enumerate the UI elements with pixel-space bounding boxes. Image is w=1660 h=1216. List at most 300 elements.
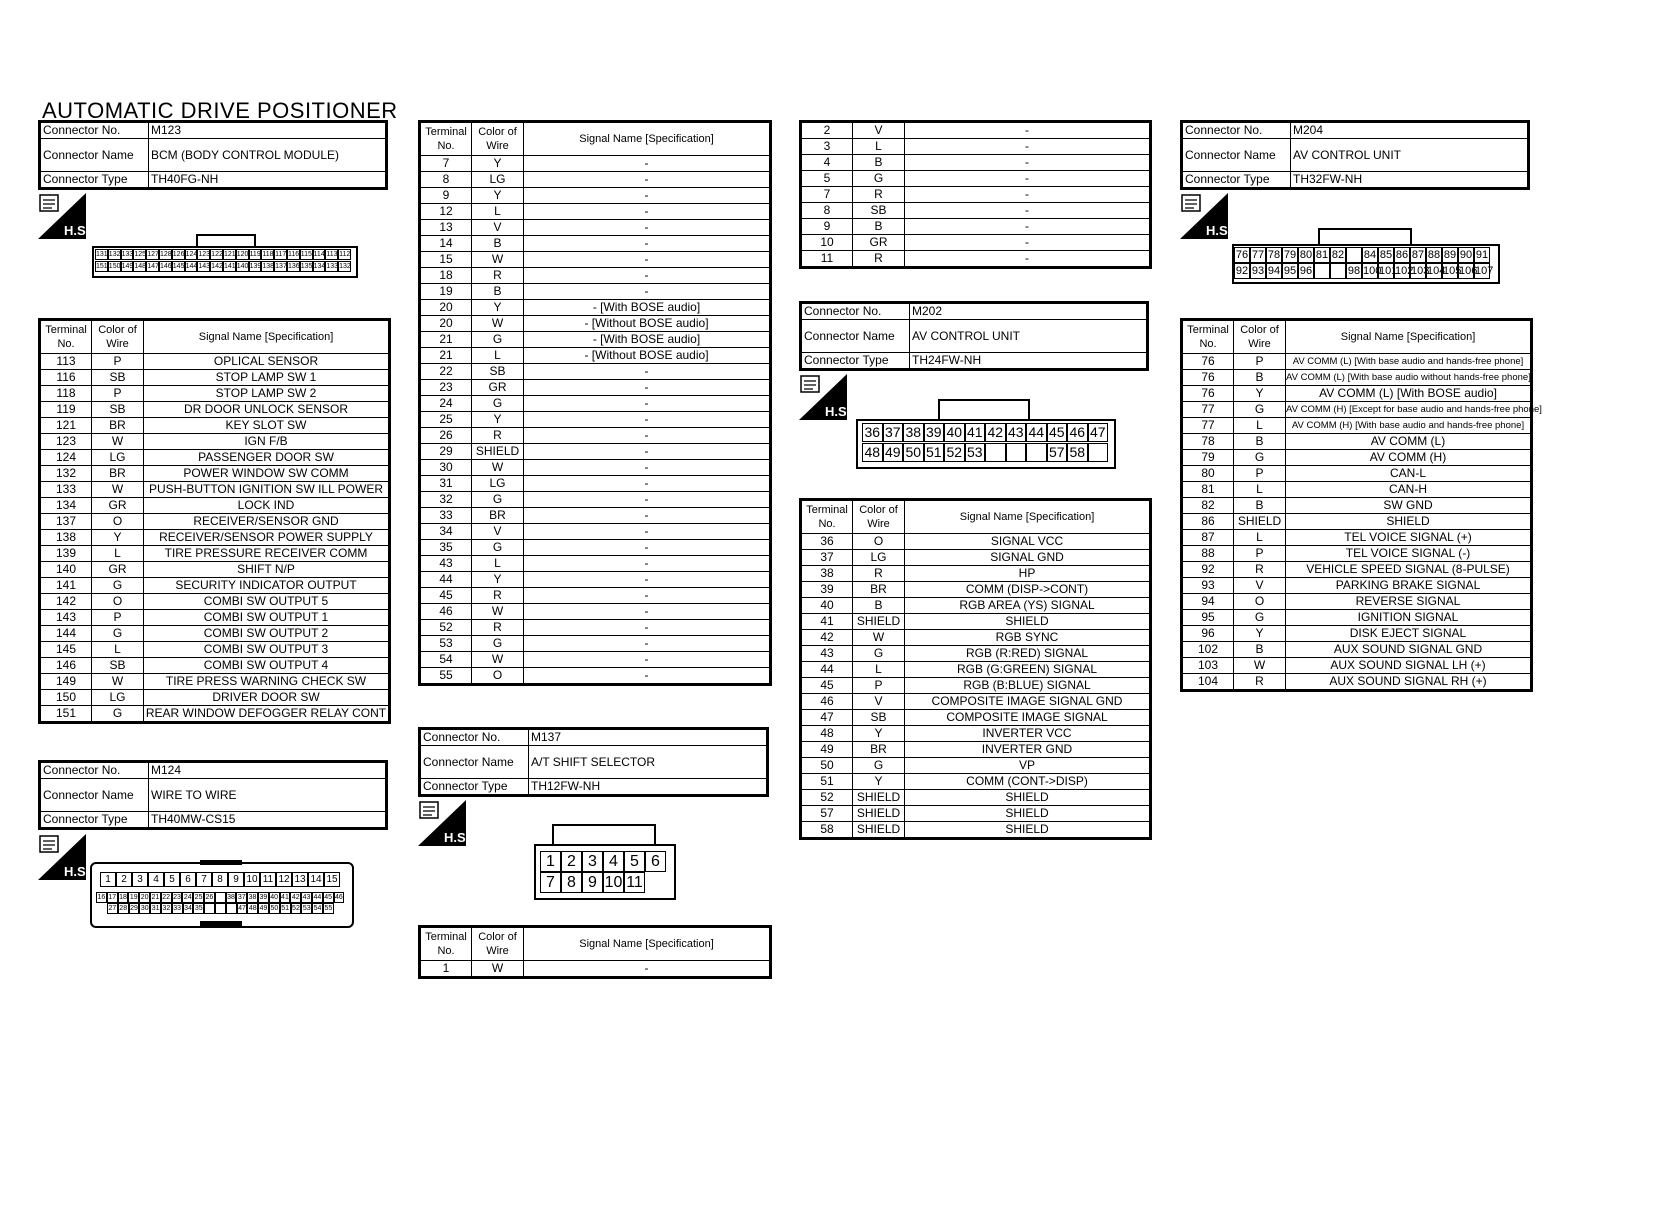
signal-name-cell: - xyxy=(524,961,771,978)
signal-name-cell: STOP LAMP SW 2 xyxy=(144,386,390,402)
connector-pin: 3 xyxy=(582,851,603,872)
wire-color-cell: GR xyxy=(92,498,144,514)
terminal-cell: 95 xyxy=(1182,610,1234,626)
connector-pin: 10 xyxy=(244,872,260,887)
terminal-cell: 48 xyxy=(801,726,853,742)
connector-pin: 103 xyxy=(1411,265,1430,277)
connector-pin: 95 xyxy=(1283,265,1297,277)
wire-color-cell: R xyxy=(853,251,905,268)
hs-badge-m123 xyxy=(38,193,90,239)
hs-label: H.S. xyxy=(64,223,90,238)
table-row xyxy=(420,348,771,364)
connector-pin: 42 xyxy=(291,894,300,901)
signal-name-cell: SHIFT N/P xyxy=(144,562,390,578)
connector-pin: 47 xyxy=(238,905,246,912)
connector-pin: 6 xyxy=(180,872,196,887)
table-row xyxy=(420,396,771,412)
connector-pin: 7 xyxy=(196,872,212,887)
table-row xyxy=(420,668,771,685)
terminal-table-m137-cont xyxy=(799,120,1152,269)
terminal-cell: 76 xyxy=(1182,386,1234,402)
connector-pin: 41 xyxy=(281,894,289,901)
terminal-cell: 113 xyxy=(40,354,92,370)
table-row xyxy=(1182,450,1532,466)
connector-pin: 51 xyxy=(281,905,290,912)
wire-color-cell: B xyxy=(472,284,524,300)
signal-name-cell: TIRE PRESSURE RECEIVER COMM xyxy=(144,546,390,562)
wire-color-cell: SHIELD xyxy=(853,614,905,630)
connector-pin: 105 xyxy=(1443,265,1462,277)
connector-pin: 5 xyxy=(164,872,180,887)
table-row xyxy=(420,332,771,348)
conn-no-value: M123 xyxy=(149,122,387,139)
hs-badge-m202 xyxy=(799,374,851,420)
connector-pin: 8 xyxy=(212,872,228,887)
terminal-cell: 42 xyxy=(801,630,853,646)
signal-name-cell: - [Without BOSE audio] xyxy=(524,348,771,364)
table-row xyxy=(801,646,1151,662)
connector-pin: 89 xyxy=(1443,249,1457,261)
terminal-cell: 7 xyxy=(801,187,853,203)
connector-pin: 96 xyxy=(1299,265,1313,277)
terminal-cell: 5 xyxy=(801,171,853,187)
connector-pin: 79 xyxy=(1283,249,1297,261)
terminal-cell: 146 xyxy=(40,658,92,674)
signal-name-cell: - xyxy=(524,540,771,556)
table-row xyxy=(40,434,390,450)
terminal-cell: 143 xyxy=(40,610,92,626)
table-row xyxy=(420,492,771,508)
table-row xyxy=(420,284,771,300)
signal-name-cell: SIGNAL VCC xyxy=(905,534,1151,550)
signal-name-cell: COMPOSITE IMAGE SIGNAL xyxy=(905,710,1151,726)
terminal-cell: 43 xyxy=(801,646,853,662)
signal-name-cell: - xyxy=(524,268,771,284)
signal-name-cell: - xyxy=(524,604,771,620)
table-row xyxy=(801,710,1151,726)
conn-type-value: TH32FW-NH xyxy=(1291,172,1529,189)
wire-color-cell: Y xyxy=(472,300,524,316)
connector-pin: 112 xyxy=(339,251,351,258)
terminal-cell: 44 xyxy=(420,572,472,588)
conn-type-label: Connector Type xyxy=(40,812,149,829)
signal-name-cell: OPLICAL SENSOR xyxy=(144,354,390,370)
wire-color-cell: SB xyxy=(92,402,144,418)
signal-name-cell: LOCK IND xyxy=(144,498,390,514)
terminal-cell: 151 xyxy=(40,706,92,723)
connector-key xyxy=(200,860,242,865)
signal-name-cell: TIRE PRESS WARNING CHECK SW xyxy=(144,674,390,690)
table-row xyxy=(420,540,771,556)
table-row xyxy=(801,742,1151,758)
table-row xyxy=(1182,658,1532,674)
signal-name-cell: AV COMM (H) [With base audio and hands-free phone] xyxy=(1286,418,1532,434)
signal-name-cell: SHIELD xyxy=(905,790,1151,806)
connector-pin: 13 xyxy=(292,872,308,887)
signal-name-cell: - xyxy=(524,364,771,380)
connector-pin: 132 xyxy=(108,251,121,258)
table-row xyxy=(40,418,390,434)
terminal-cell: 51 xyxy=(801,774,853,790)
header-color: Color of Wire xyxy=(472,927,524,961)
table-row xyxy=(40,450,390,466)
terminal-cell: 44 xyxy=(801,662,853,678)
connector-pin: 38 xyxy=(248,894,257,901)
signal-name-cell: RECEIVER/SENSOR GND xyxy=(144,514,390,530)
connector-pin xyxy=(204,903,215,914)
connector-pin: 27 xyxy=(108,905,117,912)
terminal-cell: 52 xyxy=(420,620,472,636)
signal-name-cell: - xyxy=(524,460,771,476)
table-row xyxy=(40,674,390,690)
table-row xyxy=(801,171,1151,187)
terminal-table-m137 xyxy=(418,925,772,979)
wire-color-cell: L xyxy=(472,348,524,364)
signal-name-cell: CAN-L xyxy=(1286,466,1532,482)
connector-pin: 9 xyxy=(582,872,603,893)
wire-color-cell: L xyxy=(853,139,905,155)
connector-pin: 137 xyxy=(275,263,287,270)
connector-pin: 52 xyxy=(292,905,300,912)
connector-pin: 151 xyxy=(96,263,108,270)
connector-pin: 147 xyxy=(147,263,159,270)
table-row xyxy=(801,662,1151,678)
wire-color-cell: LG xyxy=(853,550,905,566)
table-row xyxy=(420,188,771,204)
conn-no-value: M202 xyxy=(910,303,1148,320)
signal-name-cell: - xyxy=(524,508,771,524)
table-row xyxy=(1182,514,1532,530)
connector-pin: 15 xyxy=(324,872,340,887)
wire-color-cell: SB xyxy=(472,364,524,380)
table-row xyxy=(420,572,771,588)
terminal-cell: 8 xyxy=(420,172,472,188)
connector-pin: 80 xyxy=(1299,249,1313,261)
connector-pin: 106 xyxy=(1459,265,1478,277)
connector-pin: 55 xyxy=(324,905,333,912)
table-row xyxy=(40,642,390,658)
terminal-cell: 36 xyxy=(801,534,853,550)
terminal-cell: 47 xyxy=(801,710,853,726)
signal-name-cell: - xyxy=(524,412,771,428)
wire-color-cell: B xyxy=(1234,434,1286,450)
signal-name-cell: - xyxy=(524,556,771,572)
connector-pin: 92 xyxy=(1235,265,1249,277)
terminal-cell: 1 xyxy=(420,961,472,978)
connector-pin: 44 xyxy=(313,894,322,901)
wire-color-cell: L xyxy=(472,204,524,220)
signal-name-cell: COMPOSITE IMAGE SIGNAL GND xyxy=(905,694,1151,710)
terminal-cell: 45 xyxy=(420,588,472,604)
connector-diagram-m124 xyxy=(90,858,354,928)
wire-color-cell: W xyxy=(853,630,905,646)
connector-pin: 38 xyxy=(903,423,924,442)
wire-color-cell: R xyxy=(472,428,524,444)
terminal-cell: 3 xyxy=(801,139,853,155)
connector-pin: 12 xyxy=(276,872,292,887)
connector-pin: 113 xyxy=(326,251,338,258)
wire-color-cell: B xyxy=(853,155,905,171)
terminal-cell: 77 xyxy=(1182,402,1234,418)
connector-pin: 53 xyxy=(965,443,986,462)
signal-name-cell: VEHICLE SPEED SIGNAL (8-PULSE) xyxy=(1286,562,1532,578)
wire-color-cell: G xyxy=(92,706,144,723)
wire-color-cell: Y xyxy=(853,774,905,790)
table-row xyxy=(1182,418,1532,434)
table-row xyxy=(420,380,771,396)
connector-pin: 4 xyxy=(603,851,624,872)
header-terminal: Terminal No. xyxy=(1182,320,1234,354)
terminal-cell: 93 xyxy=(1182,578,1234,594)
connector-pin: 5 xyxy=(624,851,645,872)
terminal-table-m204 xyxy=(1180,318,1542,692)
terminal-cell: 26 xyxy=(420,428,472,444)
signal-name-cell: - xyxy=(524,156,771,172)
connector-pin: 85 xyxy=(1379,249,1393,261)
connector-pin: 50 xyxy=(903,443,924,462)
table-row xyxy=(1182,626,1532,642)
connector-pin: 39 xyxy=(924,423,945,442)
header-color: Color of Wire xyxy=(92,320,144,354)
connector-pin: 41 xyxy=(965,423,986,442)
connector-pin: 124 xyxy=(185,251,198,258)
wire-color-cell: G xyxy=(92,578,144,594)
connector-pin: 14 xyxy=(308,872,324,887)
wire-color-cell: Y xyxy=(92,530,144,546)
terminal-cell: 25 xyxy=(420,412,472,428)
wire-color-cell: SB xyxy=(853,710,905,726)
signal-name-cell: - xyxy=(524,620,771,636)
table-row xyxy=(1182,642,1532,658)
signal-name-cell: - xyxy=(524,588,771,604)
connector-pin xyxy=(215,903,226,914)
connector-pin: 57 xyxy=(1047,443,1068,462)
hs-badge-m124 xyxy=(38,834,90,880)
terminal-cell: 20 xyxy=(420,316,472,332)
signal-name-cell: - xyxy=(905,203,1151,219)
connector-diagram-m123 xyxy=(92,232,358,278)
connector-pin: 127 xyxy=(147,251,159,258)
connector-pin: 76 xyxy=(1235,249,1249,261)
signal-name-cell: SHIELD xyxy=(1286,514,1532,530)
table-row xyxy=(1182,674,1532,691)
terminal-cell: 104 xyxy=(1182,674,1234,691)
wire-color-cell: V xyxy=(853,694,905,710)
table-row xyxy=(420,556,771,572)
connector-pin: 128 xyxy=(159,251,172,258)
wire-color-cell: SHIELD xyxy=(472,444,524,460)
connector-pin: 52 xyxy=(944,443,965,462)
conn-name-value: AV CONTROL UNIT xyxy=(910,320,1148,353)
connector-info-m124 xyxy=(38,760,388,830)
table-row xyxy=(420,204,771,220)
wire-color-cell: V xyxy=(472,524,524,540)
connector-pin: 29 xyxy=(130,905,138,912)
wire-color-cell: G xyxy=(472,636,524,652)
conn-name-label: Connector Name xyxy=(801,320,910,353)
connector-pin: 121 xyxy=(223,251,236,258)
signal-name-cell: SHIELD xyxy=(905,614,1151,630)
connector-pin: 9 xyxy=(228,872,244,887)
wire-color-cell: GR xyxy=(853,235,905,251)
signal-name-cell: AUX SOUND SIGNAL LH (+) xyxy=(1286,658,1532,674)
terminal-cell: 55 xyxy=(420,668,472,685)
connector-pin: 131 xyxy=(96,251,108,258)
connector-pin: 40 xyxy=(270,894,279,901)
connector-pin: 43 xyxy=(1006,423,1027,442)
conn-name-value: BCM (BODY CONTROL MODULE) xyxy=(149,139,387,172)
terminal-cell: 142 xyxy=(40,594,92,610)
connector-pin: 33 xyxy=(173,905,182,912)
table-row xyxy=(40,658,390,674)
terminal-cell: 22 xyxy=(420,364,472,380)
signal-name-cell: HP xyxy=(905,566,1151,582)
connector-pin: 138 xyxy=(262,263,275,270)
signal-name-cell: - xyxy=(524,492,771,508)
signal-name-cell: RGB (G:GREEN) SIGNAL xyxy=(905,662,1151,678)
wire-color-cell: G xyxy=(1234,450,1286,466)
table-row xyxy=(40,370,390,386)
connector-pin: 34 xyxy=(184,905,192,912)
conn-name-value: WIRE TO WIRE xyxy=(149,779,387,812)
table-row xyxy=(1182,386,1532,402)
terminal-cell: 118 xyxy=(40,386,92,402)
table-row xyxy=(1182,466,1532,482)
wire-color-cell: W xyxy=(1234,658,1286,674)
connector-pin: 32 xyxy=(162,905,171,912)
header-terminal: Terminal No. xyxy=(420,122,472,156)
connector-pin: 136 xyxy=(287,263,300,270)
table-row xyxy=(801,235,1151,251)
table-row xyxy=(420,604,771,620)
connector-pin: 10 xyxy=(604,874,623,891)
connector-pin: 25 xyxy=(194,894,203,901)
wire-color-cell: O xyxy=(1234,594,1286,610)
connector-pin: 48 xyxy=(862,443,883,462)
connector-pin: 133 xyxy=(121,251,134,258)
wire-color-cell: SHIELD xyxy=(853,790,905,806)
signal-name-cell: AUX SOUND SIGNAL GND xyxy=(1286,642,1532,658)
connector-pin: 42 xyxy=(985,423,1006,442)
connector-pin: 49 xyxy=(883,443,904,462)
wire-color-cell: O xyxy=(853,534,905,550)
terminal-cell: 76 xyxy=(1182,370,1234,386)
signal-name-cell: - [With BOSE audio] xyxy=(524,300,771,316)
signal-name-cell: DR DOOR UNLOCK SENSOR xyxy=(144,402,390,418)
terminal-cell: 34 xyxy=(420,524,472,540)
signal-name-cell: SW GND xyxy=(1286,498,1532,514)
terminal-cell: 46 xyxy=(801,694,853,710)
connector-pin: 18 xyxy=(119,894,127,901)
connector-pin: 150 xyxy=(108,263,121,270)
header-color: Color of Wire xyxy=(853,500,905,534)
connector-pin xyxy=(1088,443,1109,462)
connector-pin: 16 xyxy=(97,894,106,901)
wire-color-cell: SHIELD xyxy=(853,806,905,822)
hs-badge-m204 xyxy=(1180,193,1232,239)
table-row xyxy=(420,961,771,978)
wire-color-cell: L xyxy=(1234,418,1286,434)
header-signal: Signal Name [Specification] xyxy=(524,927,771,961)
terminal-cell: 23 xyxy=(420,380,472,396)
wire-color-cell: P xyxy=(853,678,905,694)
terminal-cell: 2 xyxy=(801,122,853,139)
terminal-cell: 140 xyxy=(40,562,92,578)
connector-pin: 6 xyxy=(645,851,666,872)
wire-color-cell: B xyxy=(1234,498,1286,514)
connector-pin: 88 xyxy=(1427,249,1441,261)
terminal-cell: 9 xyxy=(420,188,472,204)
table-row xyxy=(420,588,771,604)
conn-type-label: Connector Type xyxy=(801,353,910,370)
terminal-cell: 21 xyxy=(420,332,472,348)
signal-name-cell: - xyxy=(524,236,771,252)
signal-name-cell: COMM (CONT->DISP) xyxy=(905,774,1151,790)
terminal-cell: 145 xyxy=(40,642,92,658)
wire-color-cell: R xyxy=(1234,562,1286,578)
signal-name-cell: - xyxy=(524,396,771,412)
table-row xyxy=(801,758,1151,774)
table-row xyxy=(1182,546,1532,562)
terminal-cell: 123 xyxy=(40,434,92,450)
table-row xyxy=(1182,562,1532,578)
connector-pin: 45 xyxy=(1047,423,1068,442)
connector-pin xyxy=(215,892,226,903)
table-row xyxy=(40,626,390,642)
connector-pin: 11 xyxy=(624,872,645,893)
conn-no-label: Connector No. xyxy=(40,762,149,779)
terminal-cell: 31 xyxy=(420,476,472,492)
connector-pin: 4 xyxy=(148,872,164,887)
table-row xyxy=(801,614,1151,630)
terminal-cell: 137 xyxy=(40,514,92,530)
wire-color-cell: B xyxy=(853,219,905,235)
terminal-cell: 57 xyxy=(801,806,853,822)
table-row xyxy=(40,690,390,706)
signal-name-cell: SHIELD xyxy=(905,822,1151,839)
signal-name-cell: TEL VOICE SIGNAL (-) xyxy=(1286,546,1532,562)
wire-color-cell: B xyxy=(1234,642,1286,658)
table-row xyxy=(420,620,771,636)
table-row xyxy=(1182,578,1532,594)
table-row xyxy=(801,251,1151,268)
connector-pin: 17 xyxy=(108,894,117,901)
wire-color-cell: L xyxy=(92,642,144,658)
connector-pin: 49 xyxy=(259,905,268,912)
table-row xyxy=(40,466,390,482)
connector-pin: 28 xyxy=(119,905,128,912)
terminal-cell: 119 xyxy=(40,402,92,418)
table-row xyxy=(1182,370,1532,386)
terminal-cell: 39 xyxy=(801,582,853,598)
connector-pin: 98 xyxy=(1347,265,1361,277)
connector-pin: 87 xyxy=(1411,249,1425,261)
table-row xyxy=(801,726,1151,742)
connector-pin: 46 xyxy=(335,894,343,901)
connector-pin: 143 xyxy=(198,263,211,270)
terminal-cell: 134 xyxy=(40,498,92,514)
table-row xyxy=(801,203,1151,219)
table-row xyxy=(801,774,1151,790)
table-row xyxy=(420,508,771,524)
connector-pin: 100 xyxy=(1363,265,1382,277)
wire-color-cell: P xyxy=(92,610,144,626)
signal-name-cell: INVERTER VCC xyxy=(905,726,1151,742)
table-row xyxy=(420,636,771,652)
table-row xyxy=(420,172,771,188)
header-signal: Signal Name [Specification] xyxy=(144,320,390,354)
table-row xyxy=(420,268,771,284)
